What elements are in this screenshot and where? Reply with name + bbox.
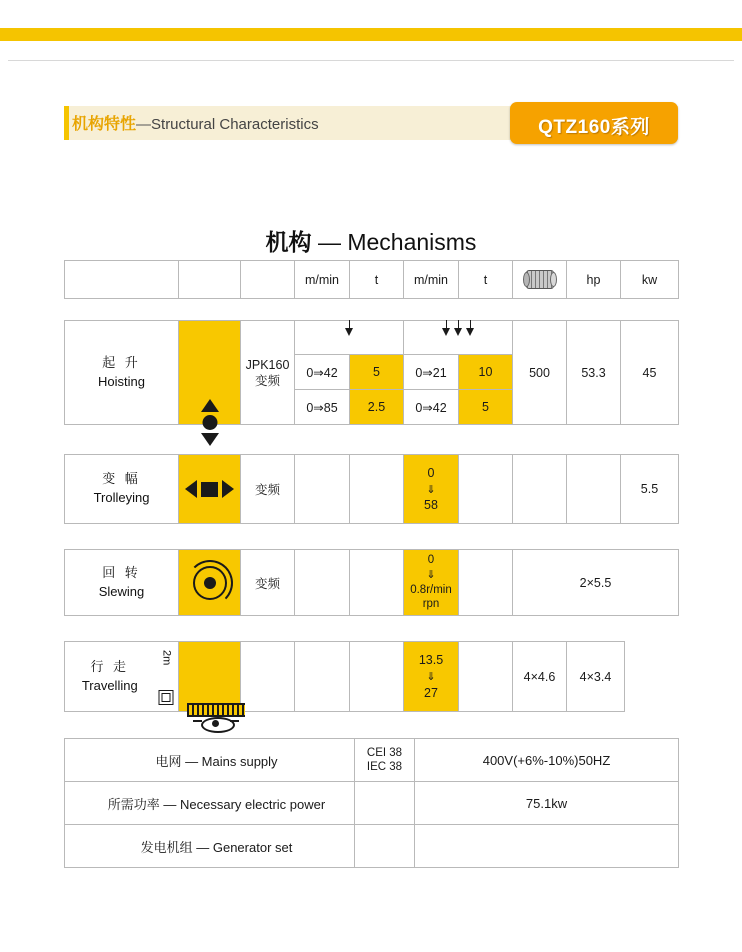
hoisting-load-a-1: 5: [350, 355, 404, 390]
supply-code-line1: CEI 38: [366, 746, 403, 759]
travelling-gauge-cell: [155, 642, 179, 712]
rail-section-icon: [159, 690, 174, 705]
hoisting-table: [64, 320, 679, 425]
trolley-left-right-icon: [179, 480, 240, 498]
travelling-hp: 4×4.6: [513, 642, 567, 712]
section-title-dash: —: [136, 116, 152, 133]
section-header-title: [72, 111, 319, 134]
travelling-blank-4: [459, 642, 513, 712]
trolleying-table: [64, 454, 679, 524]
hoisting-load-b-2: 5: [459, 390, 513, 425]
units-cell-speed-2: m/min: [404, 261, 459, 299]
slewing-speed-top: 0: [427, 554, 435, 567]
hoisting-kw: 45: [621, 321, 679, 425]
travelling-speed-top: 13.5: [418, 653, 444, 668]
supply-label-generator: 发电机组 — Generator set: [65, 825, 355, 868]
travelling-kw: 4×3.4: [567, 642, 625, 712]
table-row: [65, 825, 679, 868]
hoisting-load-a-2: 2.5: [350, 390, 404, 425]
hoisting-speed-a-1: 0⇒42: [295, 355, 350, 390]
page-title-cn: 机构: [265, 229, 312, 255]
units-cell-load-1: t: [350, 261, 404, 299]
slewing-blank-3: [459, 550, 513, 616]
travelling-label-cn: 行 走: [90, 658, 130, 674]
travelling-label-en: Travelling: [81, 677, 138, 693]
units-header-table: [64, 260, 679, 299]
header-divider-rule: [8, 60, 734, 61]
power-supply-table: [64, 738, 679, 868]
hoisting-icon-cell: [179, 321, 241, 425]
top-decorative-band: [0, 0, 742, 62]
hoisting-speed-b-2: 0⇒42: [404, 390, 459, 425]
section-header: [64, 102, 678, 144]
slewing-table: [64, 549, 679, 616]
slewing-label-cn: 回 转: [102, 564, 141, 580]
travelling-icon-cell: [179, 642, 241, 712]
yellow-accent-bar: [0, 28, 742, 41]
trolleying-label-en: Trolleying: [93, 490, 150, 505]
travelling-label-cell: [65, 642, 155, 712]
trolleying-label-cell: [65, 455, 179, 524]
trolleying-blank-3: [459, 455, 513, 524]
travelling-blank-1: [241, 642, 295, 712]
travelling-speed-cell: [404, 642, 459, 712]
hoisting-label-cell: [65, 321, 179, 425]
units-cell-blank-3: [241, 261, 295, 299]
travelling-blank-3: [350, 642, 404, 712]
trolleying-speed-cell: [404, 455, 459, 524]
section-title-cn: 机构特性: [72, 116, 137, 133]
trolleying-icon-cell: [179, 455, 241, 524]
trolleying-blank-2: [350, 455, 404, 524]
hoisting-speed-b-1: 0⇒21: [404, 355, 459, 390]
slewing-speed-arrow: ⇓: [426, 568, 436, 581]
hoisting-model-sub: 变频: [254, 373, 280, 388]
series-badge: [510, 102, 678, 144]
section-header-accent: [64, 106, 69, 140]
supply-code-generator: [355, 825, 415, 868]
series-badge-label: QTZ160系列: [538, 117, 650, 138]
travelling-table: [64, 641, 625, 712]
supply-code-mains: [355, 739, 415, 782]
units-cell-load-2: t: [459, 261, 513, 299]
bar-notch: [0, 41, 20, 51]
units-cell-kw: kw: [621, 261, 679, 299]
supply-value-mains: 400V(+6%-10%)50HZ: [415, 739, 679, 782]
hoisting-hook-group-2: [404, 321, 513, 355]
supply-code-power: [355, 782, 415, 825]
table-row: [65, 739, 679, 782]
slewing-model-cell: 变频: [241, 550, 295, 616]
supply-label-power: 所需功率 — Necessary electric power: [65, 782, 355, 825]
units-cell-cable-drum: [513, 261, 567, 299]
supply-label-mains: 电网 — Mains supply: [65, 739, 355, 782]
supply-value-generator: [415, 825, 679, 868]
slewing-speed-cell: [404, 550, 459, 616]
units-cell-hp: hp: [567, 261, 621, 299]
trolleying-label-cn: 变 幅: [102, 471, 141, 487]
slewing-hp: 2×5.5: [513, 550, 679, 616]
page-title: [0, 224, 742, 257]
travelling-gauge-label: 2m: [160, 650, 173, 666]
trolleying-blank-1: [295, 455, 350, 524]
trolleying-speed-bottom: 58: [424, 498, 438, 513]
page-title-sep: —: [317, 229, 341, 255]
supply-code-line2: IEC 38: [366, 761, 403, 773]
table-row: [65, 321, 679, 355]
hoisting-model-cell: [241, 321, 295, 425]
section-title-en: Structural Characteristics: [151, 116, 319, 133]
trolleying-blank-4: [513, 455, 567, 524]
slewing-speed-unit: rpn: [422, 598, 440, 611]
page-title-en: Mechanisms: [347, 229, 477, 255]
table-row: [65, 642, 625, 712]
slewing-label-en: Slewing: [98, 583, 145, 599]
slewing-icon-cell: [179, 550, 241, 616]
table-row: [65, 550, 679, 616]
slewing-blank-2: [350, 550, 404, 616]
trolleying-model-cell: 变频: [241, 455, 295, 524]
units-cell-speed-1: m/min: [295, 261, 350, 299]
units-cell-blank-2: [179, 261, 241, 299]
slewing-speed-bottom: 0.8r/min: [410, 583, 452, 596]
trolleying-blank-5: [567, 455, 621, 524]
hoisting-hp: 53.3: [567, 321, 621, 425]
trolleying-speed-top: 0: [427, 465, 435, 480]
travelling-speed-arrow: ⇓: [426, 671, 436, 684]
hoisting-label-en: Hoisting: [98, 373, 145, 389]
table-row: [65, 455, 679, 524]
hoisting-hook-group-1: [295, 321, 404, 355]
trolleying-kw: 5.5: [621, 455, 679, 524]
hoisting-model: JPK160: [245, 357, 290, 372]
hoisting-rope-length: 500: [513, 321, 567, 425]
table-row: [65, 782, 679, 825]
hoisting-label-cn: 起 升: [102, 354, 141, 370]
slewing-label-cell: [65, 550, 179, 616]
table-row: [65, 261, 679, 299]
slewing-blank-1: [295, 550, 350, 616]
trolleying-speed-arrow: ⇓: [426, 483, 436, 496]
units-cell-blank-1: [65, 261, 179, 299]
hoisting-load-b-1: 10: [459, 355, 513, 390]
supply-value-power: 75.1kw: [415, 782, 679, 825]
hoisting-speed-a-2: 0⇒85: [295, 390, 350, 425]
travelling-speed-bottom: 27: [424, 685, 438, 700]
cable-drum-icon: [526, 270, 554, 289]
travelling-blank-2: [295, 642, 350, 712]
